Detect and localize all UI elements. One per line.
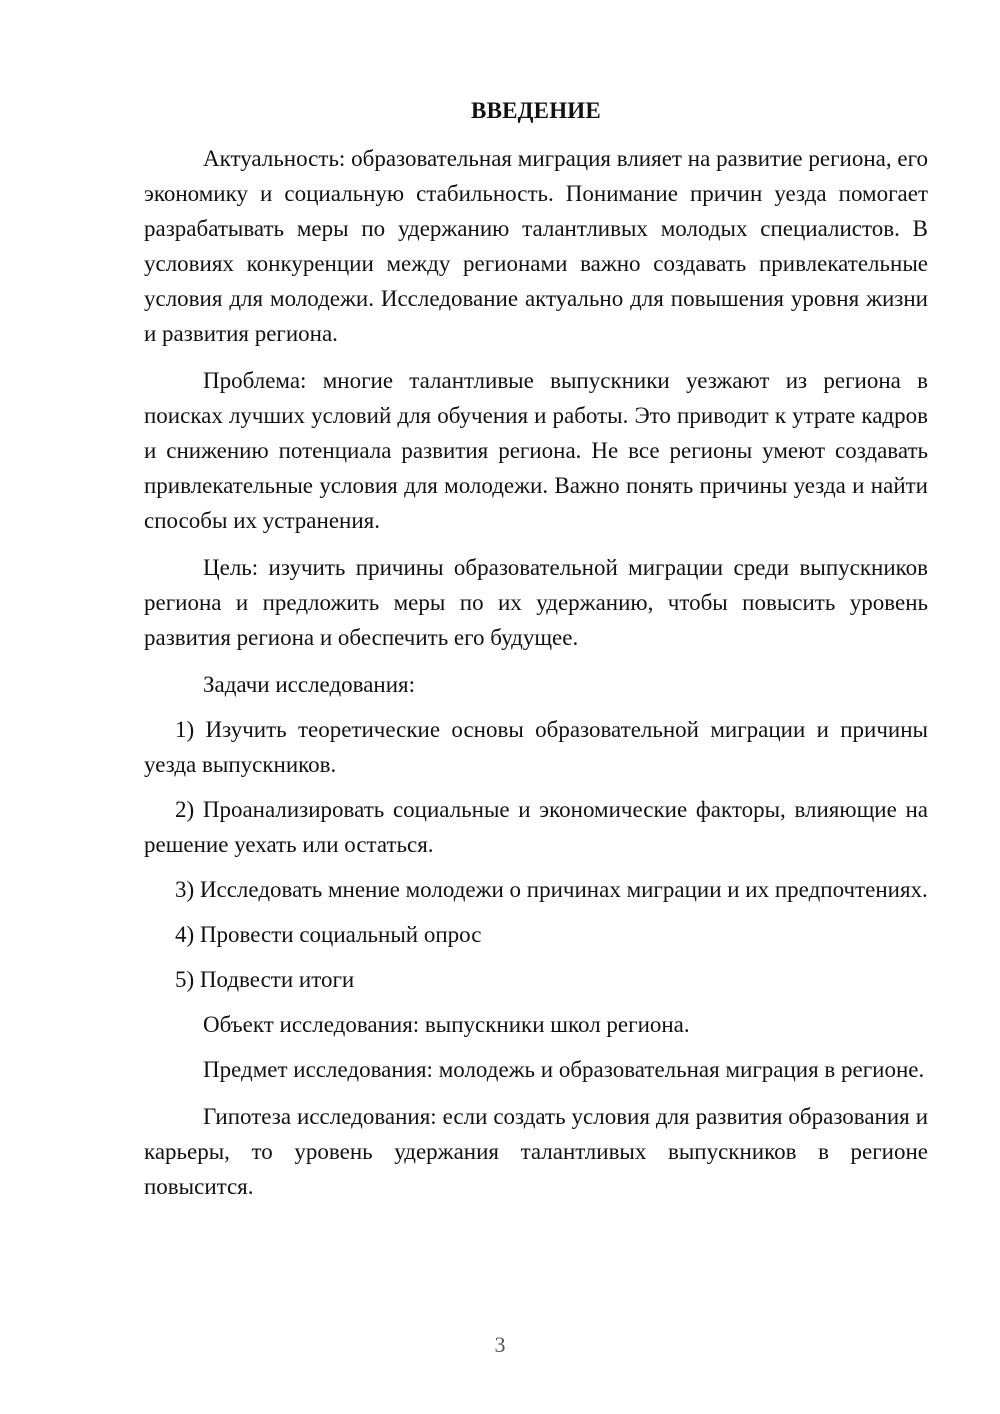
tasks-list: [144, 712, 928, 997]
subject-paragraph: Предмет исследования: молодежь и образовательная миграция в регионе.: [203, 1057, 925, 1082]
goal-paragraph: Цель: изучить причины образовательной миграции среди выпускников региона и предложить меры по их удержанию, чтобы повысить уровень развития региона и обеспечить его будущее.: [144, 555, 928, 650]
problem-paragraph: Проблема: многие талантливые выпускники уезжают из региона в поисках лучших условий для обучения и работы. Это приводит к утрате кадров и снижению потенциала развития региона. Не все регионы умеют создавать привлекательные условия для молодежи. Важно понять причины уезда и найти способы их устранения.: [144, 368, 928, 533]
task-item: 3) Исследовать мнение молодежи о причинах миграции и их предпочтениях.: [175, 877, 928, 902]
hypothesis-paragraph: Гипотеза исследования: если создать условия для развития образования и карьеры, то уровень удержания талантливых выпускников в регионе повысится.: [144, 1104, 928, 1199]
tasks-heading: Задачи исследования:: [203, 672, 416, 697]
task-item: 5) Подвести итоги: [175, 967, 355, 992]
document-page: [144, 94, 928, 1216]
task-item: 2) Проанализировать социальные и экономические факторы, влияющие на решение уехать или остаться.: [144, 797, 928, 857]
page-number: 3: [494, 1332, 506, 1357]
object-paragraph: Объект исследования: выпускники школ региона.: [203, 1012, 690, 1037]
relevance-paragraph: Актуальность: образовательная миграция влияет на развитие региона, его экономику и социальную стабильность. Понимание причин уезда помогает разрабатывать меры по удержанию талантливых молодых специалистов. В условиях конкуренции между регионами важно создавать привлекательные условия для молодежи. Исследование актуально для повышения уровня жизни и развития региона.: [144, 146, 928, 346]
task-item: 1) Изучить теоретические основы образовательной миграции и причины уезда выпускников.: [144, 717, 928, 777]
page-title: ВВЕДЕНИЕ: [471, 98, 601, 123]
task-item: 4) Провести социальный опрос: [175, 922, 482, 947]
